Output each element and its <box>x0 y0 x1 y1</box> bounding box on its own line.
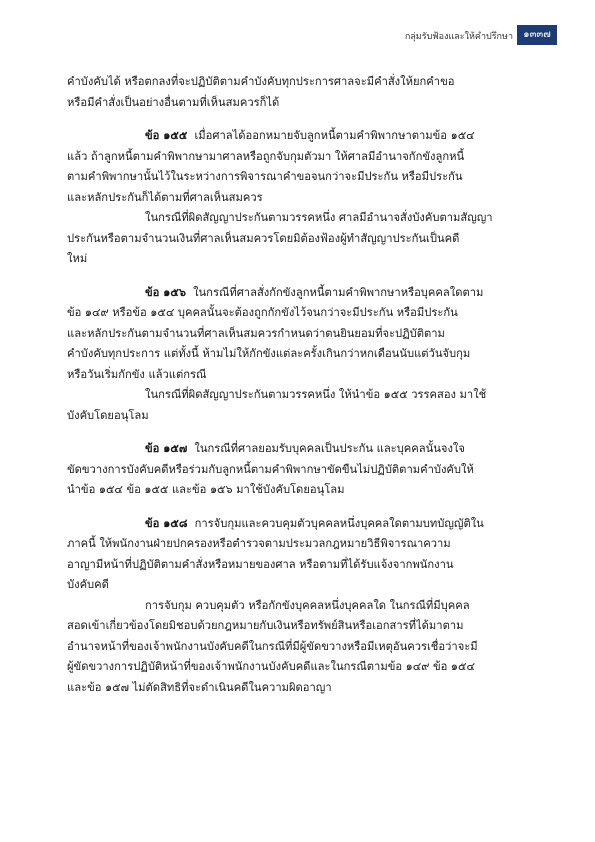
text-line: ใหม่ <box>67 252 88 265</box>
text-line-content: ในกรณีที่ศาลยอมรับบุคคลเป็นประกัน และบุคคลนั้นจงใจ <box>194 442 465 455</box>
text-line <box>67 283 539 304</box>
text-line: ภาคนี้ ให้พนักงานฝ่ายปกครองหรือตำรวจตามประมวลกฎหมายวิธีพิจารณาความ <box>67 537 451 550</box>
section-156-second-paragraph <box>67 385 539 426</box>
text-line: และหลักประกันก็ได้ตามที่ศาลเห็นสมควร <box>67 190 263 204</box>
section-number: ข้อ ๑๕๘ <box>145 516 188 530</box>
text-line: ประกันหรือตามจำนวนเงินที่ศาลเห็นสมควรโดยมิต้องฟ้องผู้ทำสัญญาประกันเป็นคดี <box>67 231 460 245</box>
text-line: นำข้อ ๑๕๔ ข้อ ๑๕๕ และข้อ ๑๕๖ มาใช้บังคับโดยอนุโลม <box>67 483 345 496</box>
text-line: แล้ว ถ้าลูกหนี้ตามคำพิพากษามาศาลหรือถูกจับกุมตัวมา ให้ศาลมีอำนาจกักขังลูกหนี้ <box>67 149 465 163</box>
text-line <box>67 126 539 147</box>
text-line: ในกรณีที่ผิดสัญญาประกันตามวรรคหนึ่ง ศาลมีอำนาจสั่งบังคับตามสัญญา <box>145 211 493 224</box>
section-155-second-paragraph <box>67 208 539 270</box>
text-line: บังคับคดี <box>67 578 109 591</box>
text-line <box>67 439 539 460</box>
page-number-badge: ๑๓๓๗ <box>517 25 557 45</box>
text-line: การจับกุม ควบคุมตัว หรือกักขังบุคคลหนึ่งบุคคลใด ในกรณีที่มีบุคคล <box>145 598 470 612</box>
document-body <box>67 72 539 711</box>
text-line: หรือมีคำสั่งเป็นอย่างอื่นตามที่เห็นสมควรก็ได้ <box>67 95 280 109</box>
text-line: สอดเข้าเกี่ยวข้องโดยมิชอบด้วยกฎหมายกับเงินหรือทรัพย์สินหรือเอกสารที่ได้มาตาม <box>67 619 464 632</box>
text-line: คำบังคับทุกประการ แต่ทั้งนี้ ห้ามไม่ให้กักขังแต่ละครั้งเกินกว่าหกเดือนนับแต่วันจับกุม <box>67 347 471 360</box>
text-line: คำบังคับได้ หรือตกลงที่จะปฏิบัติตามคำบังคับทุกประการศาลจะมีคำสั่งให้ยกคำขอ <box>67 75 455 88</box>
text-line <box>67 514 539 535</box>
page-header <box>0 25 595 47</box>
text-line: และหลักประกันตามจำนวนที่ศาลเห็นสมควรกำหนดว่าตนยินยอมที่จะปฏิบัติตาม <box>67 326 445 340</box>
text-line: ตามคำพิพากษานั้นไว้ในระหว่างการพิจารณาคำขอจนกว่าจะมีประกัน หรือมีประกัน <box>67 170 463 183</box>
section-number: ข้อ ๑๕๖ <box>145 285 186 299</box>
text-line: ผู้ขัดขวางการปฏิบัติหน้าที่ของเจ้าพนักงานบังคับคดีและในกรณีตามข้อ ๑๔๙ ข้อ ๑๕๔ <box>67 660 475 673</box>
section-number: ข้อ ๑๕๗ <box>145 442 188 455</box>
paragraph-continuation <box>67 72 539 113</box>
text-line: อาญามีหน้าที่ปฏิบัติตามคำสั่งหรือหมายของศาล หรือตามที่ได้รับแจ้งจากพนักงาน <box>67 557 454 571</box>
header-title: กลุ่มรับฟ้องและให้คำปรึกษา <box>404 32 513 42</box>
text-line: อำนาจหน้าที่ของเจ้าพนักงานบังคับคดีในกรณีที่มีผู้ขัดขวางหรือมีเหตุอันควรเชื่อว่าจะมี <box>67 639 478 653</box>
section-157-paragraph <box>67 439 539 501</box>
section-156-paragraph <box>67 283 539 386</box>
section-158-second-paragraph <box>67 596 539 699</box>
text-line: ข้อ ๑๔๙ หรือข้อ ๑๕๔ บุคคลนั้นจะต้องถูกกักขังไว้จนกว่าจะมีประกัน หรือมีประกัน <box>67 306 458 319</box>
text-line-content: ในกรณีที่ศาลสั่งกักขังลูกหนี้ตามคำพิพากษาหรือบุคคลใดตาม <box>193 285 484 299</box>
text-line-content: การจับกุมและควบคุมตัวบุคคลหนึ่งบุคคลใดตามบทบัญญัติใน <box>194 516 484 530</box>
section-number: ข้อ ๑๕๕ <box>145 129 188 142</box>
section-158-paragraph <box>67 514 539 596</box>
text-line-content: เมื่อศาลได้ออกหมายจับลูกหนี้ตามคำพิพากษาตามข้อ ๑๕๔ <box>194 129 475 142</box>
text-line: บังคับโดยอนุโลม <box>67 408 149 422</box>
text-line: หรือวันเริ่มกักขัง แล้วแต่กรณี <box>67 367 207 381</box>
text-line: ขัดขวางการบังคับคดีหรือร่วมกับลูกหนี้ตามคำพิพากษาขัดขืนไม่ปฏิบัติตามคำบังคับให้ <box>67 462 474 476</box>
section-155-paragraph <box>67 126 539 208</box>
text-line: ในกรณีที่ผิดสัญญาประกันตามวรรคหนึ่ง ให้นำข้อ ๑๕๕ วรรคสอง มาใช้ <box>145 388 487 401</box>
text-line: และข้อ ๑๕๗ ไม่ตัดสิทธิที่จะดำเนินคดีในความผิดอาญา <box>67 680 332 694</box>
